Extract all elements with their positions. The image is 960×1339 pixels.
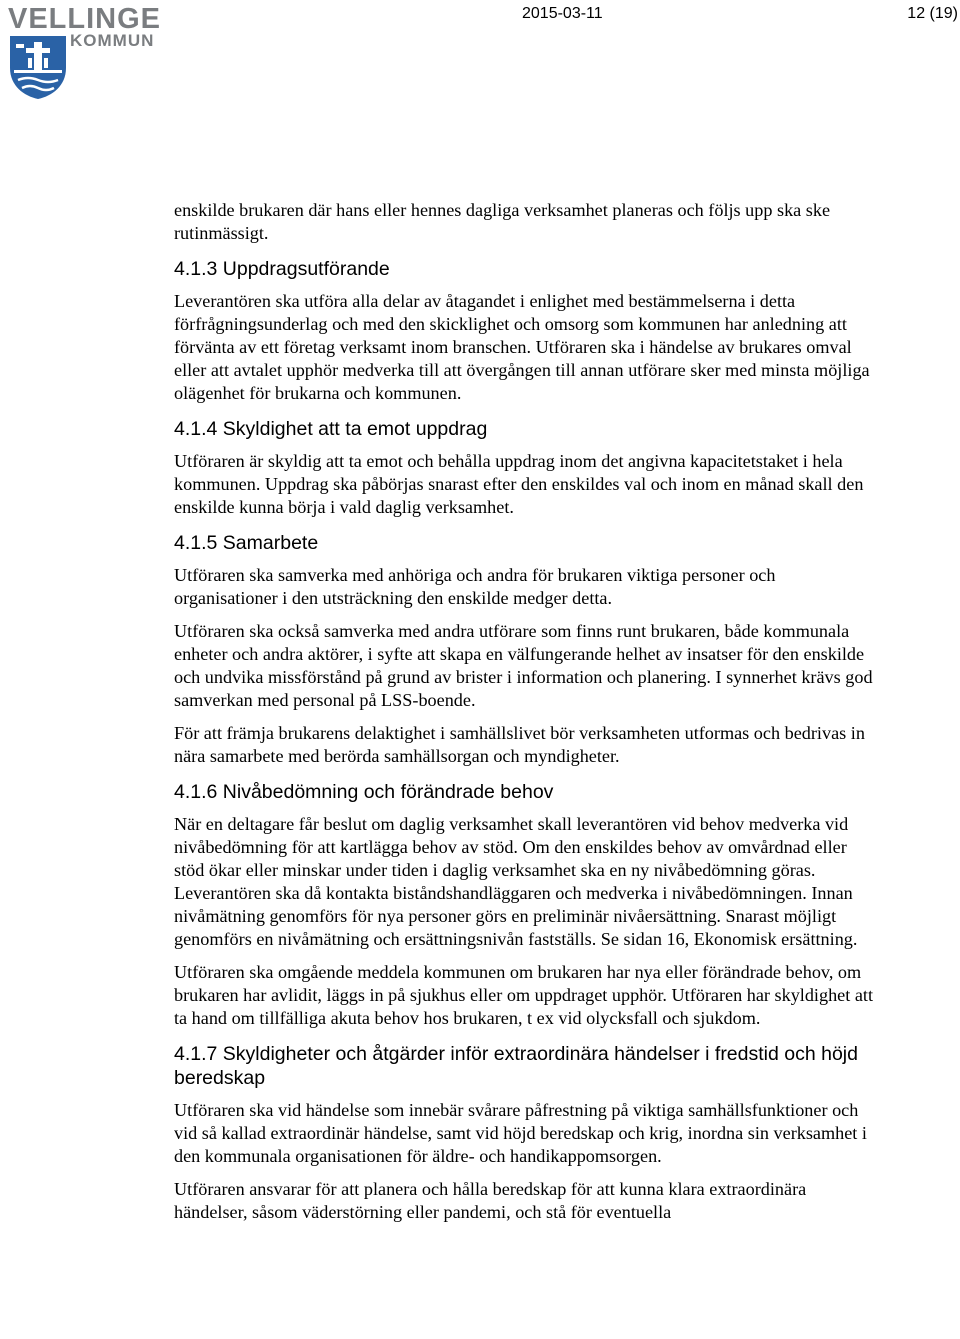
section-4-1-3-paragraph-1: Leverantören ska utföra alla delar av åtagandet i enlighet med bestämmelserna i detta förfrågningsunderlag och med den skicklighet och omsorg som kommunen har anledning att förvänta av ett företag verksamt inom branschen. Utföraren ska i händelse av brukares omval eller att avtalet upphör medverka till att övergången till annan utförare sker med minsta möjliga olägenhet för brukarna och kommunen. [174,291,870,403]
section-4-1-7-paragraph-2: Utföraren ansvarar för att planera och hålla beredskap för att kunna klara extraordinära händelser, såsom väderstörning eller pandemi, och stå för eventuella [174,1179,807,1222]
document-date: 2015-03-11 [522,5,603,22]
section-4-1-6-paragraph-2: Utföraren ska omgående meddela kommunen om brukaren har nya eller förändrade behov, om brukaren har avlidit, läggs in på sjukhus eller om uppdraget upphör. Utföraren har skyldighet att ta hand om tillfälliga akuta behov hos brukaren, t ex vid olycksfall och sjukdom. [174,962,874,1028]
section-4-1-5-heading: 4.1.5 Samarbete [174,532,319,554]
logo-subtitle: KOMMUN [70,31,155,50]
section-4-1-5-paragraph-2: Utföraren ska också samverka med andra utförare som finns runt brukaren, både kommunala enheter och andra aktörer, i syfte att skapa en välfungerande helhet av insatser för den enskilde och undvika missförstånd på grund av brister i information och planering. I synnerhet krävs god samverkan med personal på LSS-boende. [174,621,873,710]
section-4-1-5-paragraph-3: För att främja brukarens delaktighet i samhällslivet bör verksamheten utformas och bedrivas in nära samarbete med berörda samhällsorgan och myndigheter. [174,723,865,766]
section-4-1-5-paragraph-1: Utföraren ska samverka med anhöriga och andra för brukaren viktiga personer och organisationer i den utsträckning den enskilde medger detta. [174,565,776,608]
section-4-1-6-paragraph-1: När en deltagare får beslut om daglig verksamhet skall leverantören vid behov medverka vid nivåbedömning för att kartlägga behov av stöd. Om den enskildes behov av omvårdnad eller stöd ökar eller minskar under tiden i daglig verksamhet ska en ny nivåbedömning göras. Leverantören ska då kontakta biståndshandläggaren och medverka i nivåbedömningen. Innan nivåmätning genomförs för nya personer görs en preliminär nivåersättning. Snarast möjligt genomförs en nivåmätning och ersättningsnivån fastställs. Se sidan 16, Ekonomisk ersättning. [174,814,858,949]
section-4-1-7-heading: 4.1.7 Skyldigheter och åtgärder inför extraordinära händelser i fredstid och höjd beredskap [174,1043,858,1089]
vellinge-kommun-logo [8,4,168,100]
section-4-1-4-paragraph-1: Utföraren är skyldig att ta emot och behålla uppdrag inom det angivna kapacitetstaket i hela kommunen. Uppdrag ska påbörjas snarast efter den enskildes val och inom en månad skall den enskilde kunna börja i vald daglig verksamhet. [174,451,864,517]
document-body [174,199,874,1234]
section-4-1-6-heading: 4.1.6 Nivåbedömning och förändrade behov [174,781,554,803]
intro-paragraph: enskilde brukaren där hans eller hennes dagliga verksamhet planeras och följs upp ska ske rutinmässigt. [174,200,831,243]
page-number: 12 (19) [907,5,958,22]
section-4-1-7-paragraph-1: Utföraren ska vid händelse som innebär svårare påfrestning på viktiga samhällsfunktioner och vid så kallad extraordinär händelse, samt vid höjd beredskap och krig, inordna sin verksamhet i den kommunala organisationen för äldre- och handikappomsorgen. [174,1100,867,1166]
section-4-1-3-heading: 4.1.3 Uppdragsutförande [174,258,390,280]
logo-wordmark: VELLINGE [8,3,162,35]
coat-of-arms-icon [8,34,68,100]
section-4-1-4-heading: 4.1.4 Skyldighet att ta emot uppdrag [174,418,488,440]
